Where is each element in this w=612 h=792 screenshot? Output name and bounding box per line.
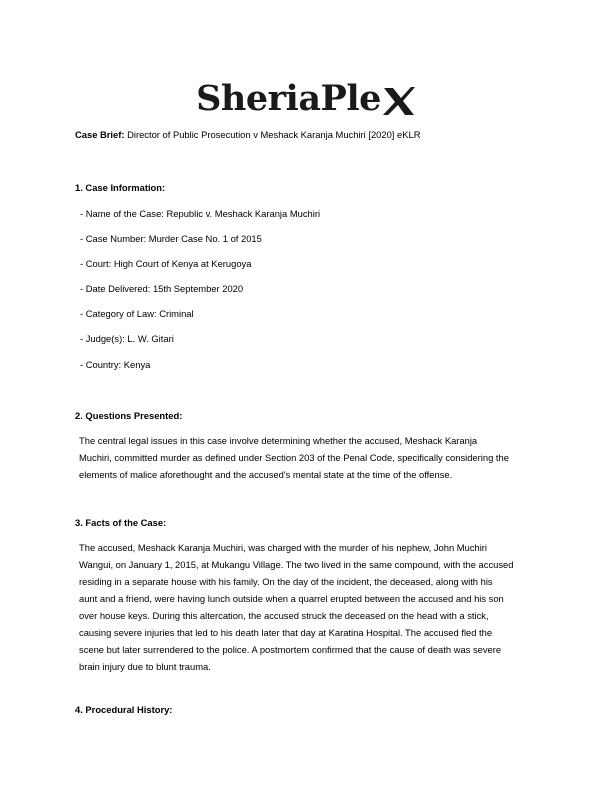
heading-questions-presented: 2. Questions Presented: xyxy=(75,410,183,421)
info-item-court: - Court: High Court of Kenya at Kerugoya xyxy=(80,258,252,269)
heading-facts-of-the-case: 3. Facts of the Case: xyxy=(75,517,167,528)
paragraph-line: residing in a separate house with his family. On the day of the incident, the deceased, along with his xyxy=(79,576,493,587)
paragraph-line: over house keys. During this altercation, the accused struck the deceased on the head with a stick, xyxy=(79,610,489,621)
sheriaplex-logo xyxy=(0,76,612,126)
x-logo-mark-icon xyxy=(382,86,416,116)
info-item-category-of-law: - Category of Law: Criminal xyxy=(80,308,194,319)
case-brief-line xyxy=(75,129,420,141)
info-item-date-delivered: - Date Delivered: 15th September 2020 xyxy=(80,283,244,294)
paragraph-line: The central legal issues in this case involve determining whether the accused, Meshack Karanja xyxy=(79,435,478,446)
case-brief-label: Case Brief: xyxy=(75,129,125,140)
heading-case-information: 1. Case Information: xyxy=(75,182,166,193)
case-brief-title: Director of Public Prosecution v Meshack Karanja Muchiri [2020] eKLR xyxy=(124,129,421,140)
info-item-case-number: - Case Number: Murder Case No. 1 of 2015 xyxy=(80,233,262,244)
heading-procedural-history: 4. Procedural History: xyxy=(75,704,173,715)
paragraph-line: aunt and a friend, were having lunch outside when a quarrel erupted between the accused and his son xyxy=(79,593,504,604)
paragraph-line: Muchiri, committed murder as defined under Section 203 of the Penal Code, specifically considering the xyxy=(79,452,509,463)
paragraph-line: scene but later surrendered to the police. A postmortem confirmed that the cause of death was severe xyxy=(79,644,502,655)
info-item-judges: - Judge(s): L. W. Gitari xyxy=(80,333,174,344)
paragraph-line: causing severe injuries that led to his death later that day at Karatina Hospital. The accused fled the xyxy=(79,627,493,638)
paragraph-line: elements of malice aforethought and the accused's mental state at the time of the offense. xyxy=(79,469,453,480)
paragraph-line: Wangui, on January 1, 2015, at Mukangu Village. The two lived in the same compound, with the accused xyxy=(79,559,514,570)
questions-presented-paragraph xyxy=(75,432,545,483)
info-item-case-name: - Name of the Case: Republic v. Meshack Karanja Muchiri xyxy=(80,208,321,219)
paragraph-line: brain injury due to blunt trauma. xyxy=(79,661,211,672)
logo-text: SheriaPle xyxy=(196,78,381,119)
paragraph-line: The accused, Meshack Karanja Muchiri, was charged with the murder of his nephew, John Muchiri xyxy=(79,542,488,553)
facts-paragraph xyxy=(75,539,545,675)
info-item-country: - Country: Kenya xyxy=(80,359,151,370)
